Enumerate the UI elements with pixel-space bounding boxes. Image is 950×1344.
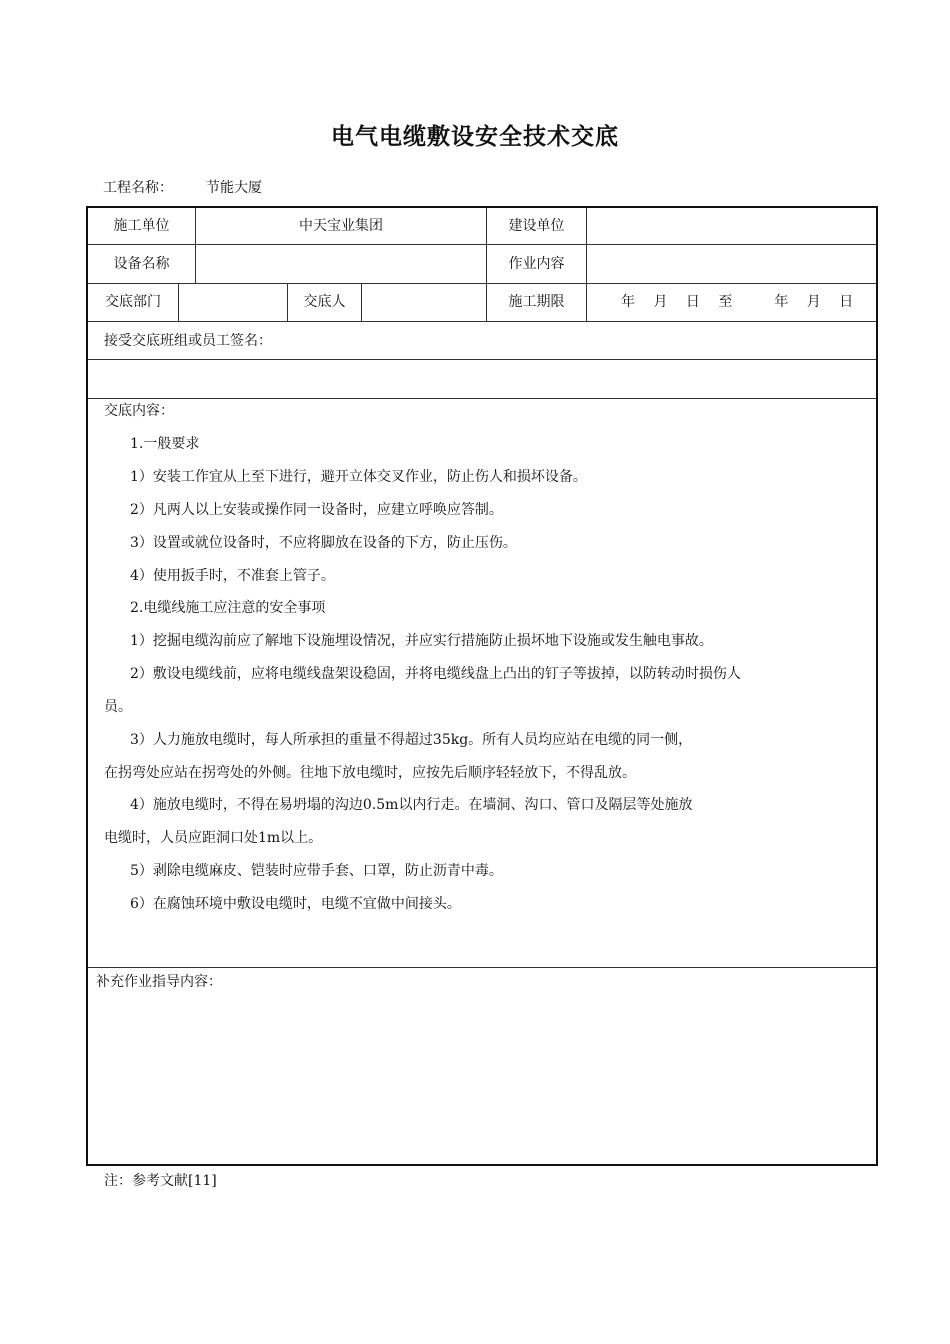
content-line: 1）挖掘电缆沟前应了解地下设施埋设情况，并应实行措施防止损坏地下设施或发生触电事故。 xyxy=(130,633,713,649)
signature-label: 接受交底班组或员工签名： xyxy=(104,333,272,349)
work-content-label: 作业内容 xyxy=(508,256,565,272)
project-name-value: 节能大厦 xyxy=(206,180,262,196)
briefing-person-label: 交底人 xyxy=(303,294,346,310)
row-divider xyxy=(88,321,876,322)
row-divider xyxy=(88,244,876,245)
content-line: 3）设置或就位设备时，不应将脚放在设备的下方，防止压伤。 xyxy=(130,535,517,551)
briefing-dept-label: 交底部门 xyxy=(105,294,161,310)
content-line: 4）使用扳手时，不准套上管子。 xyxy=(130,568,335,584)
equipment-name-label: 设备名称 xyxy=(113,256,170,272)
row-divider xyxy=(88,398,876,399)
content-line: 5）剥除电缆麻皮、铠装时应带手套、口罩，防止沥青中毒。 xyxy=(130,863,503,879)
owner-unit-label: 建设单位 xyxy=(508,218,565,234)
project-name-row xyxy=(103,177,262,197)
row-divider xyxy=(88,359,876,360)
row-divider xyxy=(88,283,876,284)
content-line: 6）在腐蚀环境中敷设电缆时，电缆不宜做中间接头。 xyxy=(130,896,461,912)
content-line: 2）敷设电缆线前，应将电缆线盘架设稳固，并将电缆线盘上凸出的钉子等拔掉，以防转动时损伤人 xyxy=(130,666,741,682)
project-name-label: 工程名称： xyxy=(103,180,173,196)
col-divider xyxy=(178,284,179,321)
construction-period-value: 年 月 日 至 年 月 日 xyxy=(621,294,854,310)
content-heading: 2.电缆线施工应注意的安全事项 xyxy=(130,600,326,616)
briefing-content-label: 交底内容： xyxy=(104,403,174,419)
col-divider xyxy=(586,208,587,321)
supplement-label: 补充作业指导内容： xyxy=(96,974,222,990)
document-title: 电气电缆敷设安全技术交底 xyxy=(331,124,619,150)
content-line: 电缆时，人员应距洞口处1m以上。 xyxy=(104,830,323,846)
construction-unit-label: 施工单位 xyxy=(113,218,170,234)
content-line: 2）凡两人以上安装或操作同一设备时，应建立呼唤应答制。 xyxy=(130,502,503,518)
reference-note: 注：参考文献[11] xyxy=(104,1173,217,1189)
construction-period-label: 施工期限 xyxy=(508,294,565,310)
construction-unit-value: 中天宝业集团 xyxy=(299,218,383,234)
content-line: 1）安装工作宜从上至下进行，避开立体交叉作业，防止伤人和损坏设备。 xyxy=(130,469,587,485)
content-line: 在拐弯处应站在拐弯处的外侧。往地下放电缆时，应按先后顺序轻轻放下，不得乱放。 xyxy=(104,765,636,781)
briefing-table xyxy=(86,206,878,1166)
content-line: 员。 xyxy=(104,699,132,715)
row-divider xyxy=(88,967,876,968)
content-line: 3）人力施放电缆时，每人所承担的重量不得超过35kg。所有人员均应站在电缆的同一侧， xyxy=(130,732,693,748)
content-heading: 1.一般要求 xyxy=(130,436,200,452)
col-divider xyxy=(361,284,362,321)
content-line: 4）施放电缆时，不得在易坍塌的沟边0.5m以内行走。在墙洞、沟口、管口及隔层等处施放 xyxy=(130,797,693,813)
